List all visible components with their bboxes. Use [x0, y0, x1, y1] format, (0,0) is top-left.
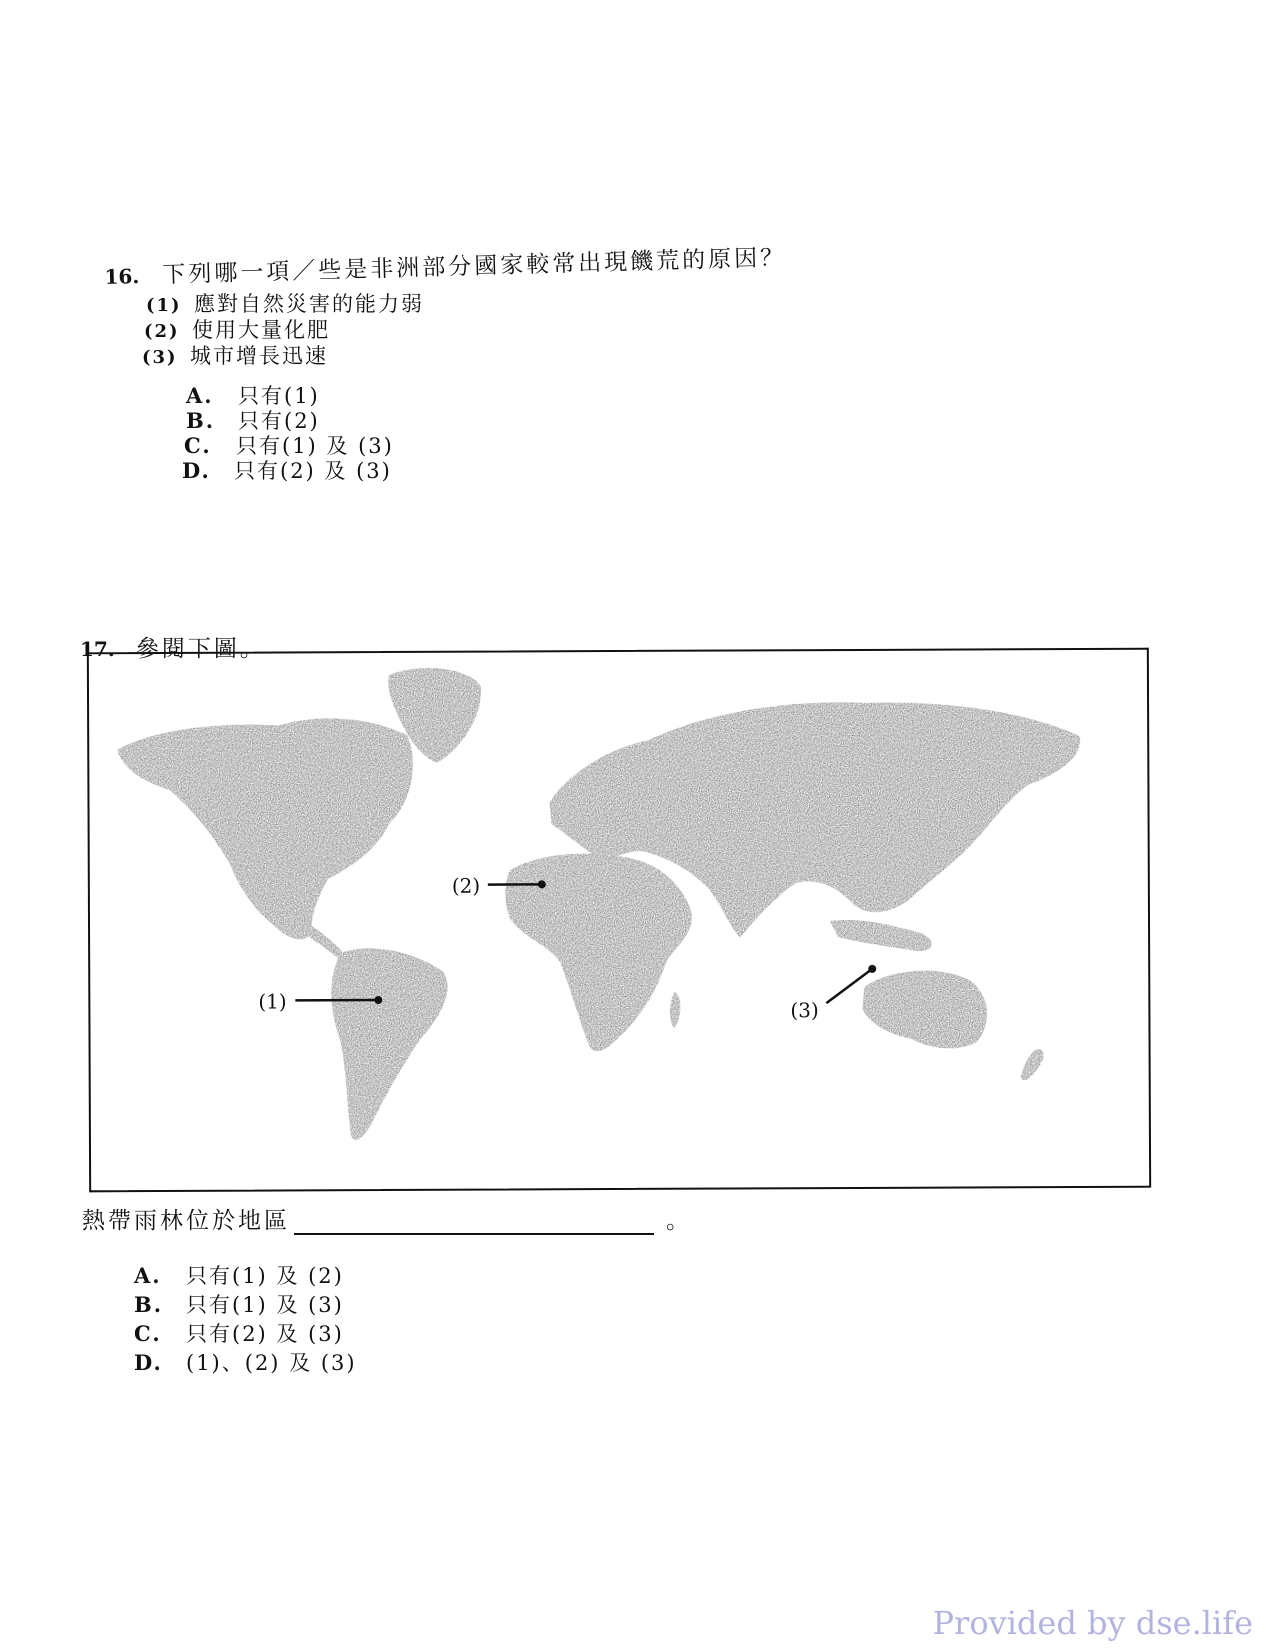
option-text: 只有(1) [238, 384, 320, 408]
statement-item [144, 314, 424, 340]
option-b[interactable] [186, 405, 394, 433]
statement-text: 應對自然災害的能力弱 [194, 292, 424, 316]
option-b[interactable] [134, 1289, 357, 1318]
options-list [182, 380, 394, 483]
map-label-3: (3) [790, 998, 819, 1023]
option-a[interactable] [186, 380, 394, 408]
world-map-image [89, 650, 1149, 1191]
question-end: 。 [666, 1208, 692, 1234]
madagascar [670, 992, 681, 1028]
question-16 [104, 239, 787, 291]
world-map [87, 648, 1151, 1193]
option-text: 只有(1) 及 (2) [186, 1264, 344, 1288]
option-text: (1)、(2) 及 (3) [186, 1351, 357, 1375]
option-label: A. [186, 383, 214, 408]
option-text: 只有(1) 及 (3) [236, 434, 394, 458]
option-a[interactable] [134, 1260, 357, 1289]
options-list-17 [134, 1260, 357, 1376]
statement-list [142, 288, 424, 368]
option-c[interactable] [134, 1318, 357, 1347]
question-text: 下列哪一項／些是非洲部分國家較常出現饑荒的原因？ [162, 244, 787, 289]
continents [117, 665, 1082, 1141]
north-america [117, 718, 414, 940]
south-america [331, 948, 448, 1140]
southeast-asia [830, 920, 932, 952]
question-number: 16. [104, 264, 140, 289]
option-text: 只有(2) [238, 409, 320, 433]
question-intro: 參閱下圖。 [135, 636, 266, 662]
statement-label: (3) [142, 347, 178, 368]
option-text: 只有(1) 及 (3) [186, 1293, 344, 1317]
question-number: 17. [80, 637, 115, 661]
option-d[interactable] [134, 1347, 357, 1376]
option-label: D. [134, 1350, 163, 1375]
statement-item [146, 288, 424, 314]
option-label: B. [134, 1292, 164, 1317]
question-text: 熱帶雨林位於地區 [82, 1208, 290, 1234]
option-label: C. [134, 1321, 162, 1346]
map-label-1: (1) [258, 989, 287, 1014]
australia [862, 970, 987, 1048]
option-label: A. [134, 1263, 162, 1288]
question-17-stem [82, 1202, 692, 1235]
new-zealand [1021, 1049, 1044, 1080]
watermark: Provided by dse.life [932, 1604, 1253, 1642]
option-text: 只有(2) 及 (3) [234, 459, 392, 483]
option-label: C. [184, 433, 212, 458]
map-marker-3 [790, 965, 876, 1022]
option-d[interactable] [182, 455, 394, 483]
statement-item [142, 340, 424, 366]
option-text: 只有(2) 及 (3) [186, 1322, 344, 1346]
map-label-2: (2) [451, 873, 481, 898]
statement-text: 城市增長迅速 [190, 344, 328, 368]
answer-blank [294, 1213, 654, 1235]
statement-label: (1) [146, 295, 182, 316]
africa [505, 853, 692, 1052]
statement-text: 使用大量化肥 [192, 318, 330, 342]
option-c[interactable] [184, 430, 394, 458]
statement-label: (2) [144, 321, 180, 342]
option-label: D. [182, 458, 211, 483]
option-label: B. [186, 408, 216, 433]
